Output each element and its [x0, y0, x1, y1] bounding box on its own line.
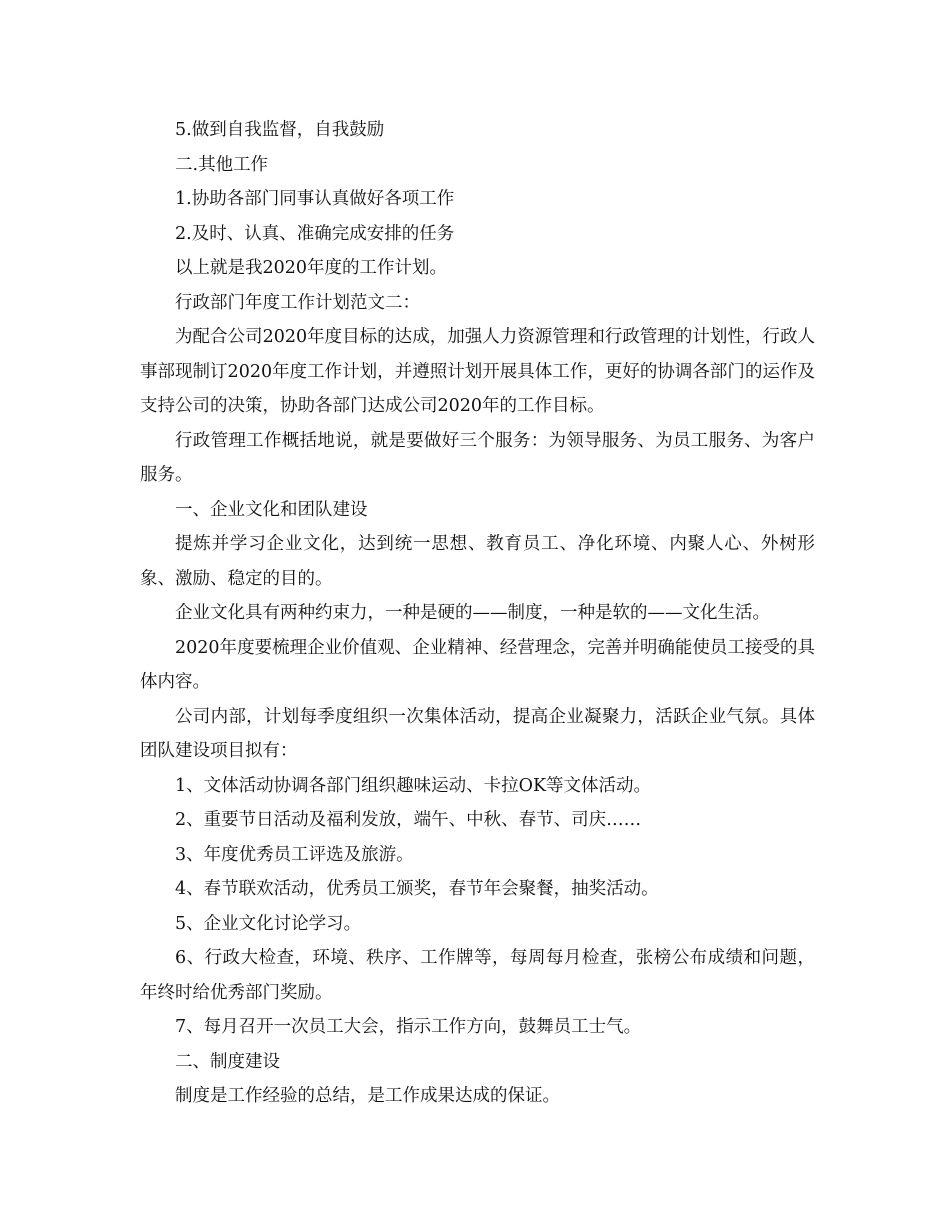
culture-paragraph: 提炼并学习企业文化，达到统一思想、教育员工、净化环境、内聚人心、外树形象、激励、稳定的目的。 — [140, 534, 815, 589]
list-item-inspection: 6、行政大检查，环境、秩序、工作牌等，每周每月检查，张榜公布成绩和问题，年终时给优秀部门奖励。 — [140, 948, 815, 1003]
list-item-staff-meeting: 7、每月召开一次员工大会，指示工作方向，鼓舞员工士气。 — [175, 1017, 642, 1037]
list-item-holidays: 2、重要节日活动及福利发放，端午、中秋、春节、司庆…… — [175, 810, 642, 830]
sample-two-title: 行政部门年度工作计划范文二： — [175, 292, 420, 313]
list-item-outstanding-staff: 3、年度优秀员工评选及旅游。 — [175, 844, 414, 865]
section-heading-other-work: 二.其他工作 — [175, 154, 269, 175]
list-item-spring-festival: 4、春节联欢活动，优秀员工颁奖，春节年会聚餐，抽奖活动。 — [175, 879, 659, 899]
culture-constraints-paragraph: 企业文化具有两种约束力，一种是硬的——制度，一种是软的——文化生活。 — [175, 603, 770, 623]
list-item-sports: 1、文体活动协调各部门组织趣味运动、卡拉OK等文体活动。 — [175, 775, 652, 796]
team-activities-paragraph: 公司内部，计划每季度组织一次集体活动，提高企业凝聚力，活跃企业气氛。具体团队建设项目拟有： — [140, 706, 815, 761]
intro-paragraph: 为配合公司2020年度目标的达成，加强人力资源管理和行政管理的计划性，行政人事部现制订2020年度工作计划，并遵照计划开展具体工作，更好的协调各部门的运作及支持公司的决策，协助各部门达成公司2020年的工作目标。 — [140, 327, 815, 416]
list-item-self-supervision: 5.做到自我监督，自我鼓励 — [175, 120, 385, 140]
document-body — [140, 113, 815, 1114]
section-heading-culture: 一、企业文化和团队建设 — [175, 499, 368, 520]
admin-summary-paragraph: 行政管理工作概括地说，就是要做好三个服务：为领导服务、为员工服务、为客户服务。 — [140, 430, 815, 485]
list-item-culture-study: 5、企业文化讨论学习。 — [175, 913, 362, 934]
list-item-complete-tasks: 2.及时、认真、准确完成安排的任务 — [175, 223, 455, 244]
section-heading-system: 二、制度建设 — [175, 1051, 280, 1072]
closing-sentence: 以上就是我2020年度的工作计划。 — [175, 258, 448, 278]
values-paragraph: 2020年度要梳理企业价值观、企业精神、经营理念，完善并明确能使员工接受的具体内容。 — [140, 637, 815, 692]
system-paragraph: 制度是工作经验的总结，是工作成果达成的保证。 — [175, 1086, 560, 1106]
list-item-assist-departments: 1.协助各部门同事认真做好各项工作 — [175, 189, 455, 209]
